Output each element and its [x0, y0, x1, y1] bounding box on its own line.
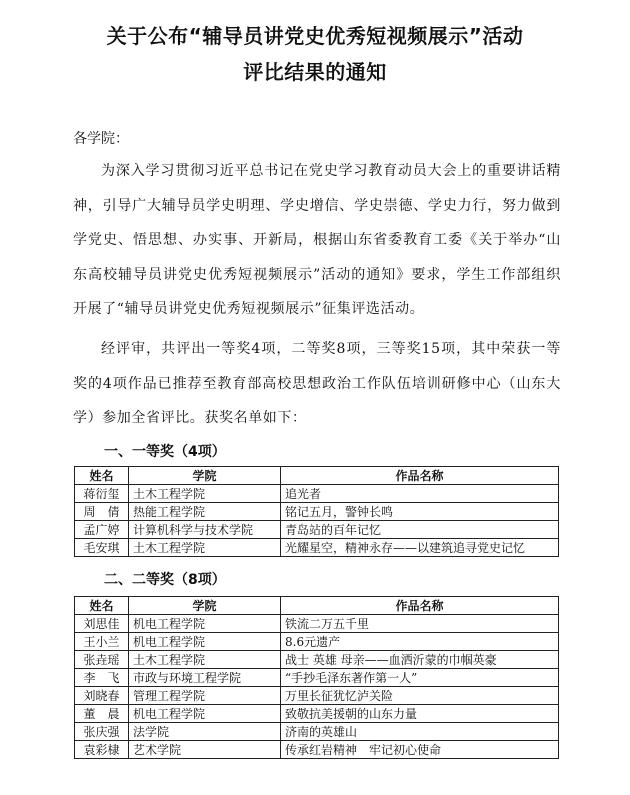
cell-college: 管理工程学院 [129, 687, 281, 705]
cell-name: 毛安琪 [75, 539, 129, 557]
cell-name: 孟广婷 [75, 521, 129, 539]
table-row [75, 723, 559, 741]
second-prize-table [74, 596, 559, 759]
paragraph-2: 经评审，共评出一等奖4项，二等奖8项，三等奖15项，其中荣获一等奖的4项作品已推荐至教育部高校思想政治工作队伍培训研修中心（山东大学）参加全省评比。获奖名单如下： [73, 341, 561, 426]
column-header-work: 作品名称 [281, 467, 559, 485]
cell-work: 追光者 [281, 485, 559, 503]
cell-work: 8.6元遗产 [281, 633, 559, 651]
table-row [75, 539, 559, 557]
first-prize-heading: 一、一等奖（4项） [104, 444, 226, 460]
second-prize-heading: 二、二等奖（8项） [104, 572, 226, 588]
column-header-college: 学院 [129, 597, 281, 615]
title-line-1: 关于公布“辅导员讲党史优秀短视频展示”活动 [106, 24, 524, 48]
table-header-row [75, 597, 559, 615]
salutation: 各学院： [73, 131, 129, 147]
cell-college: 计算机科学与技术学院 [129, 521, 281, 539]
cell-college: 法学院 [129, 723, 281, 741]
cell-college: 土木工程学院 [129, 485, 281, 503]
title-line-2: 评比结果的通知 [243, 60, 387, 84]
cell-name: 蒋衍玺 [75, 485, 129, 503]
column-header-name: 姓名 [75, 467, 129, 485]
cell-name: 张庆强 [75, 723, 129, 741]
column-header-college: 学院 [129, 467, 281, 485]
cell-college: 热能工程学院 [129, 503, 281, 521]
table-row [75, 651, 559, 669]
cell-name: 王小兰 [75, 633, 129, 651]
cell-name: 袁彩棣 [75, 741, 129, 759]
cell-work: 济南的英雄山 [281, 723, 559, 741]
cell-work: 青岛站的百年记忆 [281, 521, 559, 539]
table-row [75, 705, 559, 723]
cell-work: 光耀星空，精神永存——以建筑追寻党史记忆 [281, 539, 559, 557]
cell-work: 万里长征犹忆泸关险 [281, 687, 559, 705]
cell-work: 传承红岩精神 牢记初心使命 [281, 741, 559, 759]
cell-name: 刘晓春 [75, 687, 129, 705]
column-header-name: 姓名 [75, 597, 129, 615]
paragraph-1: 为深入学习贯彻习近平总书记在党史学习教育动员大会上的重要讲话精神，引导广大辅导员学史明理、学史增信、学史崇德、学史力行，努力做到学党史、悟思想、办实事、开新局，根据山东省委教育工委《关于举办“山东高校辅导员讲党史优秀短视频展示”活动的通知》要求，学生工作部组织开展了“辅导员讲党史优秀短视频展示”征集评选活动。 [73, 163, 561, 317]
cell-college: 市政与环境工程学院 [129, 669, 281, 687]
table-row [75, 485, 559, 503]
cell-college: 土木工程学院 [129, 651, 281, 669]
cell-name: 周 倩 [75, 503, 129, 521]
cell-work: 致敬抗美援朝的山东力量 [281, 705, 559, 723]
table-row [75, 633, 559, 651]
column-header-work: 作品名称 [281, 597, 559, 615]
cell-work: 铁流二万五千里 [281, 615, 559, 633]
first-prize-table [74, 466, 559, 557]
table-row [75, 521, 559, 539]
table-row [75, 741, 559, 759]
cell-college: 机电工程学院 [129, 705, 281, 723]
cell-work: 战士 英雄 母亲——血洒沂蒙的巾帼英豪 [281, 651, 559, 669]
cell-name: 李 飞 [75, 669, 129, 687]
cell-college: 土木工程学院 [129, 539, 281, 557]
cell-name: 刘思佳 [75, 615, 129, 633]
cell-college: 机电工程学院 [129, 633, 281, 651]
cell-work: 铭记五月，警钟长鸣 [281, 503, 559, 521]
table-header-row [75, 467, 559, 485]
cell-name: 董 晨 [75, 705, 129, 723]
table-row [75, 503, 559, 521]
cell-college: 艺术学院 [129, 741, 281, 759]
cell-name: 张垚瑶 [75, 651, 129, 669]
table-row [75, 687, 559, 705]
cell-work: “手抄毛泽东著作第一人” [281, 669, 559, 687]
table-row [75, 669, 559, 687]
table-row [75, 615, 559, 633]
cell-college: 机电工程学院 [129, 615, 281, 633]
